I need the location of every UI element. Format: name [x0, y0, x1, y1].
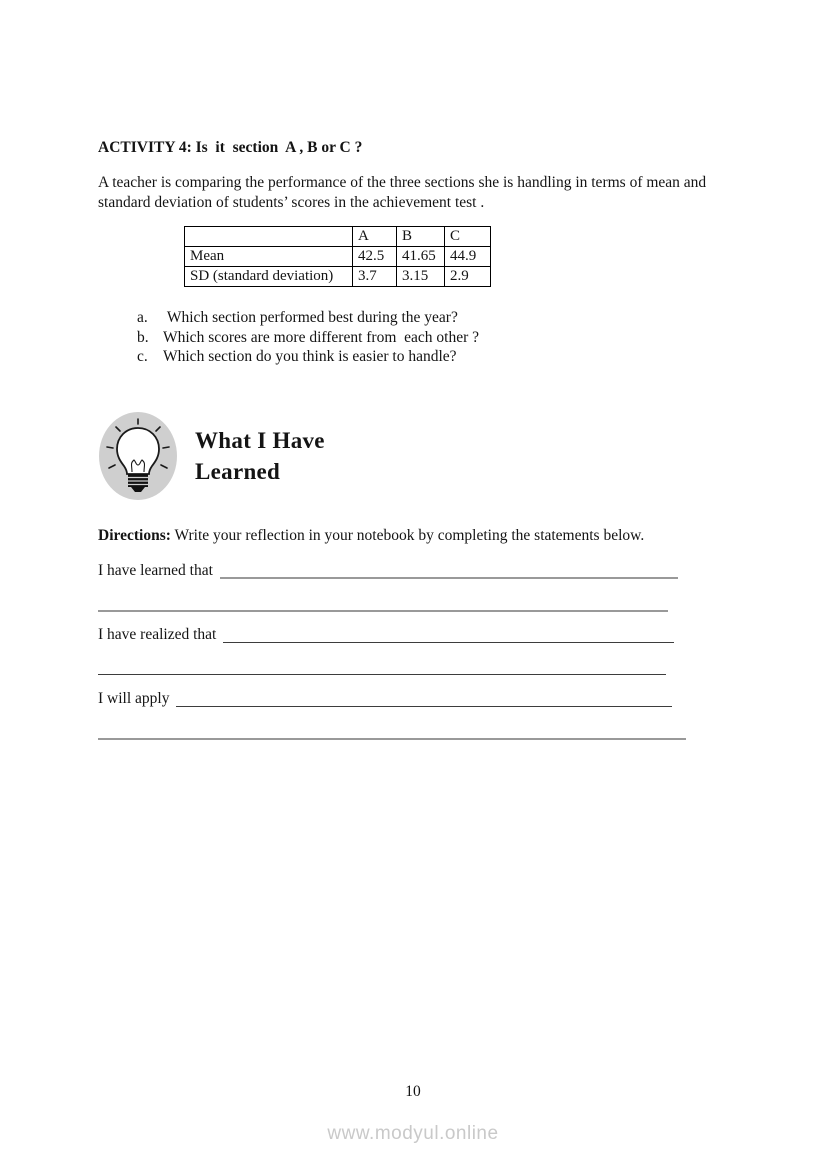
question-text: Which section do you think is easier to handle? [163, 348, 457, 365]
section-heading [195, 425, 325, 487]
sd-a: 3.7 [353, 267, 397, 287]
prompt-label: I have realized that [98, 625, 217, 643]
mean-c: 44.9 [445, 247, 491, 267]
prompt-label: I will apply [98, 689, 170, 707]
table-header-c: C [445, 227, 491, 247]
prompt-apply [98, 691, 672, 707]
prompt-label: I have learned that [98, 561, 213, 579]
prompt-learned [98, 563, 678, 579]
mean-b: 41.65 [397, 247, 445, 267]
sd-c: 2.9 [445, 267, 491, 287]
question-text: Which scores are more different from each other ? [163, 328, 480, 346]
blank-line [176, 706, 672, 707]
section-heading-line2: Learned [195, 458, 281, 484]
question-a [137, 308, 732, 328]
blank-line [223, 642, 674, 643]
question-letter: a. [137, 309, 148, 326]
watermark: www.modyul.online [327, 1123, 499, 1144]
question-letter: b. [137, 328, 149, 346]
directions [98, 526, 732, 546]
table-header-b: B [397, 227, 445, 247]
activity-title: ACTIVITY 4: Is it section A , B or C ? [98, 139, 363, 156]
blank-line [220, 577, 678, 579]
table-header-row [185, 227, 491, 247]
lightbulb-icon [98, 411, 178, 501]
question-b [137, 328, 732, 348]
page-number: 10 [405, 1083, 421, 1100]
prompt-realized [98, 627, 674, 643]
sd-b: 3.15 [397, 267, 445, 287]
activity-intro: A teacher is comparing the performance of the three sections she is handling in terms of mean and standard deviation of students’ scores in the achievement test . [98, 174, 707, 211]
directions-label: Directions: [98, 526, 171, 544]
question-list [137, 308, 732, 367]
scores-table [184, 226, 491, 287]
directions-text: Write your reflection in your notebook by completing the statements below. [170, 526, 645, 544]
row-label-mean: Mean [185, 247, 353, 267]
table-row [185, 267, 491, 287]
page-content [98, 0, 732, 740]
mean-a: 42.5 [353, 247, 397, 267]
section-heading-line1: What I Have [195, 427, 325, 453]
blank-line-continuation [98, 674, 666, 675]
what-i-have-learned-section [98, 411, 732, 501]
question-text: Which section performed best during the year? [163, 309, 458, 326]
row-label-sd: SD (standard deviation) [185, 267, 353, 287]
question-letter: c. [137, 348, 148, 365]
blank-line-continuation [98, 610, 668, 612]
question-c [137, 347, 732, 367]
table-header-a: A [353, 227, 397, 247]
table-row [185, 247, 491, 267]
blank-line-continuation [98, 738, 686, 740]
table-header-empty [185, 227, 353, 247]
